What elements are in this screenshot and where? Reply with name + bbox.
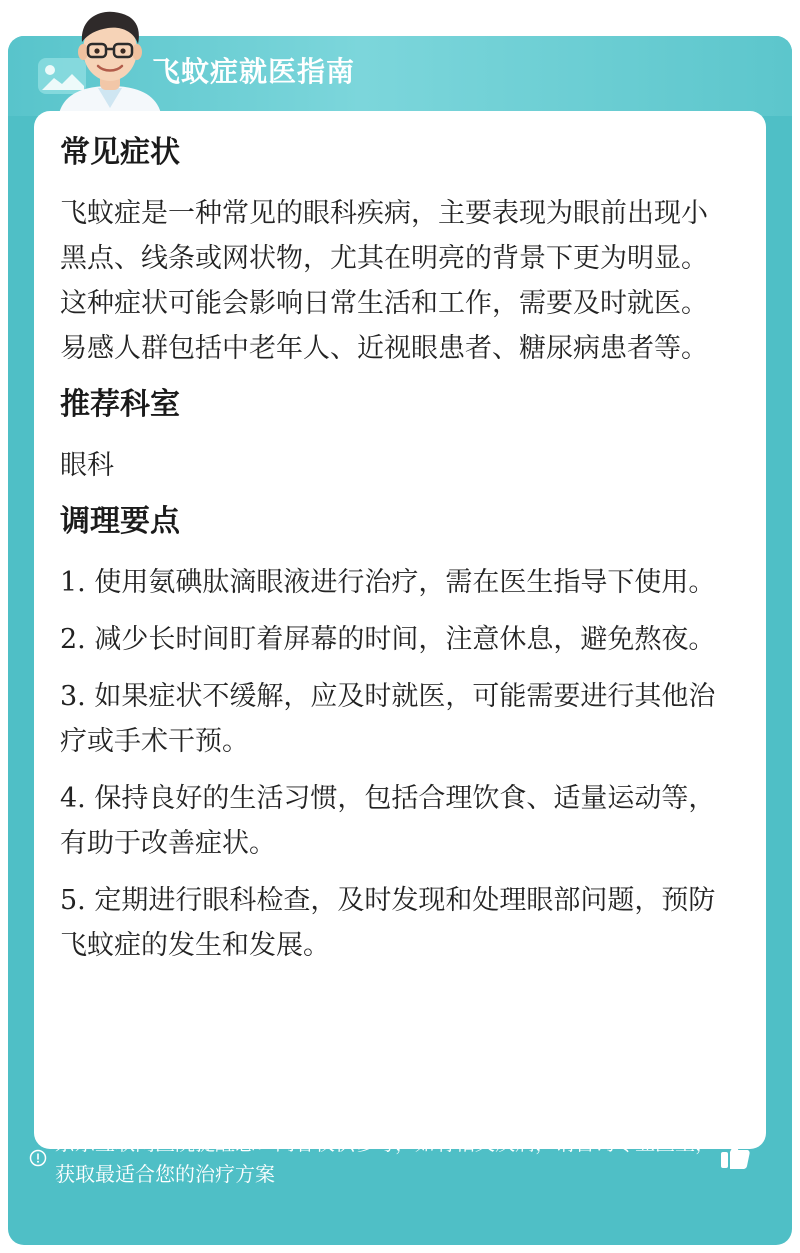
list-item-number: 5. (60, 885, 86, 916)
thumbs-up-icon[interactable] (718, 1138, 752, 1172)
list-item (60, 878, 732, 968)
list-item-text: 如果症状不缓解，应及时就医，可能需要进行其他治疗或手术干预。 (60, 681, 716, 757)
list-item (60, 776, 732, 866)
doctor-avatar-icon (50, 8, 170, 120)
symptoms-text: 飞蚊症是一种常见的眼科疾病，主要表现为眼前出现小黑点、线条或网状物，尤其在明亮的背景下更为明显。这种症状可能会影响日常生活和工作，需要及时就医。易感人群包括中老年人、近视眼患者、糖尿病患者等。 (60, 198, 708, 364)
department-text: 眼科 (60, 450, 114, 481)
section-title-symptoms: 常见症状 (60, 135, 180, 170)
list-item-text: 保持良好的生活习惯，包括合理饮食、适量运动等，有助于改善症状。 (60, 783, 716, 859)
list-item (60, 674, 732, 764)
list-item (60, 560, 732, 605)
content-card (34, 111, 766, 1149)
guide-frame (8, 36, 792, 1245)
list-item-number: 3. (60, 681, 86, 712)
section-title-department: 推荐科室 (60, 387, 180, 422)
list-item-number: 4. (60, 783, 86, 814)
disclaimer-text: 京东互联网医院提醒您：内容仅供参考，如有相关疾病，请咨询专业医生，获取最适合您的治疗方案 (55, 1131, 715, 1186)
list-item-text: 定期进行眼科检查，及时发现和处理眼部问题，预防飞蚊症的发生和发展。 (60, 885, 716, 961)
list-item-text: 减少长时间盯着屏幕的时间，注意休息，避免熬夜。 (94, 624, 716, 655)
page-title: 飞蚊症就医指南 (152, 55, 356, 88)
section-title-care: 调理要点 (60, 504, 180, 539)
info-icon (29, 1149, 47, 1167)
list-item-number: 1. (60, 567, 86, 598)
list-item (60, 617, 732, 662)
list-item-number: 2. (60, 624, 86, 655)
list-item-text: 使用氨碘肽滴眼液进行治疗，需在医生指导下使用。 (94, 567, 716, 598)
